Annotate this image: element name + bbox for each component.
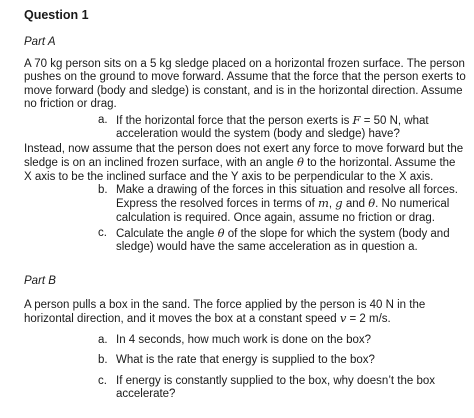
part-b-item-a-letter: a. [98, 334, 108, 346]
part-b-question-c: If energy is constantly supplied to the box, why doesn’t the box accelerate? [116, 375, 435, 401]
question-b-and: and [342, 198, 369, 211]
part-b-label: Part B [24, 275, 56, 287]
part-a-label: Part A [24, 36, 56, 48]
part-b-question-a: In 4 seconds, how much work is done on the box? [116, 334, 372, 346]
part-b-question-b: What is the rate that energy is supplied to the box? [116, 354, 375, 366]
part-a-question-c [116, 227, 468, 255]
gravity-symbol: g [335, 196, 343, 211]
question-b-comma: , [328, 198, 336, 211]
part-b-item-c-letter: c. [98, 375, 107, 387]
theta-symbol: θ [368, 196, 376, 211]
question-b-text-start: Make a drawing of the forces in this situation and resolve all forces. Express the resolved forces in terms of [116, 184, 458, 211]
part-a-question-b [116, 184, 468, 225]
part-a-incline-intro [24, 143, 466, 184]
part-b-intro-end: = 2 m/s. [346, 313, 391, 326]
question-title: Question 1 [24, 8, 89, 22]
question-b-text-end: . No numerical calculation is required. Once again, assume no friction or drag. [116, 198, 450, 224]
question-a-text-end: = 50 N, what acceleration would the system (body and sledge) have? [116, 115, 429, 141]
item-a-letter: a. [98, 114, 108, 126]
incline-intro-start: Instead, now assume that the person does not exert any force to move forward but the sledge is on an inclined frozen surface, with an angle [24, 143, 464, 170]
part-b-item-b-letter: b. [98, 354, 108, 366]
mass-symbol: m [317, 196, 329, 211]
item-c-letter: c. [98, 227, 107, 239]
question-c-text-end: of the slope for which the system (body and sledge) would have the same acceleration as in question a. [116, 228, 450, 254]
theta-symbol: θ [296, 155, 304, 170]
part-a-question-a [116, 114, 468, 142]
question-a-text-start: If the horizontal force that the person exerts is [116, 115, 353, 127]
part-b-intro-start: A person pulls a box in the sand. The force applied by the person is 40 N in the horizontal direction, and it moves the box at a constant speed [24, 299, 426, 326]
item-b-letter: b. [98, 184, 108, 196]
part-a-intro: A 70 kg person sits on a 5 kg sledge placed on a horizontal frozen surface. The person pushes on the ground to move forward. Assume that the force that the person exerts to move forward (body and sledge) is constant, and is in the horizontal direction. Assume no friction or drag. [24, 58, 466, 110]
theta-symbol: θ [217, 226, 225, 240]
force-symbol: F [352, 113, 361, 127]
incline-intro-end: to the horizontal. Assume the X axis to be the inclined surface and the Y axis to be perpendicular to the X axis. [24, 157, 456, 183]
velocity-symbol: v [339, 311, 347, 326]
question-c-text-start: Calculate the angle [116, 228, 218, 240]
part-b-intro [24, 299, 466, 327]
